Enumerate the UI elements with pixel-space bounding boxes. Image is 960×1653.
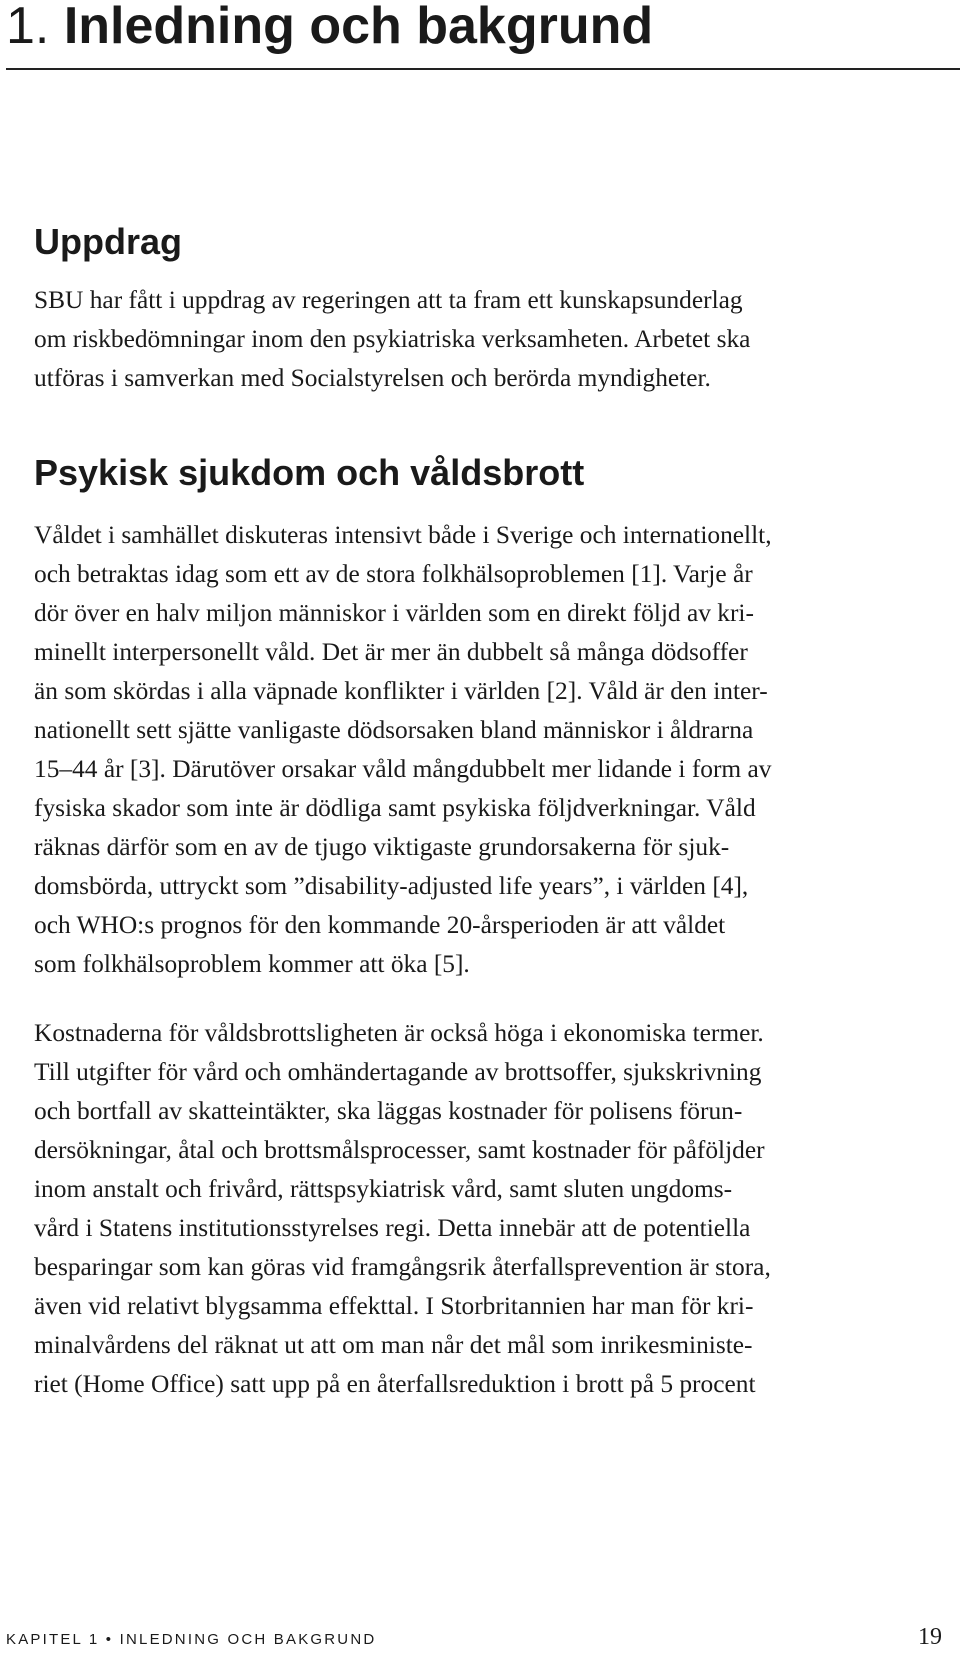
text-line: besparingar som kan göras vid framgångsrik återfallsprevention är stora, xyxy=(34,1253,771,1281)
text-line: dersökningar, åtal och brottsmålsprocesser, samt kostnader för påföljder xyxy=(34,1136,765,1164)
text-line: riet (Home Office) satt upp på en återfallsreduktion i brott på 5 procent xyxy=(34,1370,756,1398)
text-line: fysiska skador som inte är dödliga samt psykiska följdverkningar. Våld xyxy=(34,794,756,822)
text-line: och bortfall av skatteintäkter, ska läggas kostnader för polisens förun- xyxy=(34,1097,743,1125)
text-line: även vid relativt blygsamma effekttal. I Storbritannien har man för kri- xyxy=(34,1292,754,1320)
text-line: som folkhälsoproblem kommer att öka [5]. xyxy=(34,950,470,978)
text-line: vård i Statens institutionsstyrelses regi. Detta innebär att de potentiella xyxy=(34,1214,751,1242)
chapter-number: 1. xyxy=(6,0,50,55)
text-line: och WHO:s prognos för den kommande 20-årsperioden är att våldet xyxy=(34,911,726,939)
chapter-title xyxy=(6,0,653,56)
text-line: än som skördas i alla väpnade konflikter i världen [2]. Våld är den inter- xyxy=(34,677,768,705)
text-line: minalvårdens del räknat ut att om man når det mål som inrikesministe- xyxy=(34,1331,753,1359)
chapter-title-text: Inledning och bakgrund xyxy=(63,0,654,55)
section-heading-uppdrag: Uppdrag xyxy=(34,221,182,262)
text-line: dör över en halv miljon människor i världen som en direkt följd av kri- xyxy=(34,599,754,627)
text-line: och betraktas idag som ett av de stora folkhälsoproblemen [1]. Varje år xyxy=(34,560,753,588)
text-line: nationellt sett sjätte vanligaste dödsorsaken bland människor i åldrarna xyxy=(34,716,754,744)
paragraph-psykisk-sjukdom-2 xyxy=(34,1014,934,1404)
page-footer xyxy=(6,1626,942,1650)
text-line: minellt interpersonellt våld. Det är mer än dubbelt så många dödsoffer xyxy=(34,638,748,666)
running-title: KAPITEL 1 • INLEDNING OCH BAKGRUND xyxy=(6,1631,377,1648)
paragraph-psykisk-sjukdom-1 xyxy=(34,516,934,984)
page-number: 19 xyxy=(918,1624,942,1650)
text-line: 15–44 år [3]. Därutöver orsakar våld mångdubbelt mer lidande i form av xyxy=(34,755,772,783)
paragraph-uppdrag xyxy=(34,281,934,398)
text-line: Våldet i samhället diskuteras intensivt både i Sverige och internationellt, xyxy=(34,521,772,549)
section-heading-psykisk-sjukdom: Psykisk sjukdom och våldsbrott xyxy=(34,452,585,493)
text-line: utföras i samverkan med Socialstyrelsen och berörda myndigheter. xyxy=(34,364,711,392)
text-line: Till utgifter för vård och omhändertagande av brottsoffer, sjukskrivning xyxy=(34,1058,762,1086)
title-divider xyxy=(6,68,960,70)
text-line: om riskbedömningar inom den psykiatriska verksamheten. Arbetet ska xyxy=(34,325,751,353)
text-line: domsbörda, uttryckt som ”disability-adjusted life years”, i världen [4], xyxy=(34,872,749,900)
text-line: Kostnaderna för våldsbrottsligheten är också höga i ekonomiska termer. xyxy=(34,1019,764,1047)
text-line: räknas därför som en av de tjugo viktigaste grundorsakerna för sjuk- xyxy=(34,833,730,861)
text-line: inom anstalt och frivård, rättspsykiatrisk vård, samt sluten ungdoms- xyxy=(34,1175,733,1203)
text-line: SBU har fått i uppdrag av regeringen att ta fram ett kunskapsunderlag xyxy=(34,286,743,314)
